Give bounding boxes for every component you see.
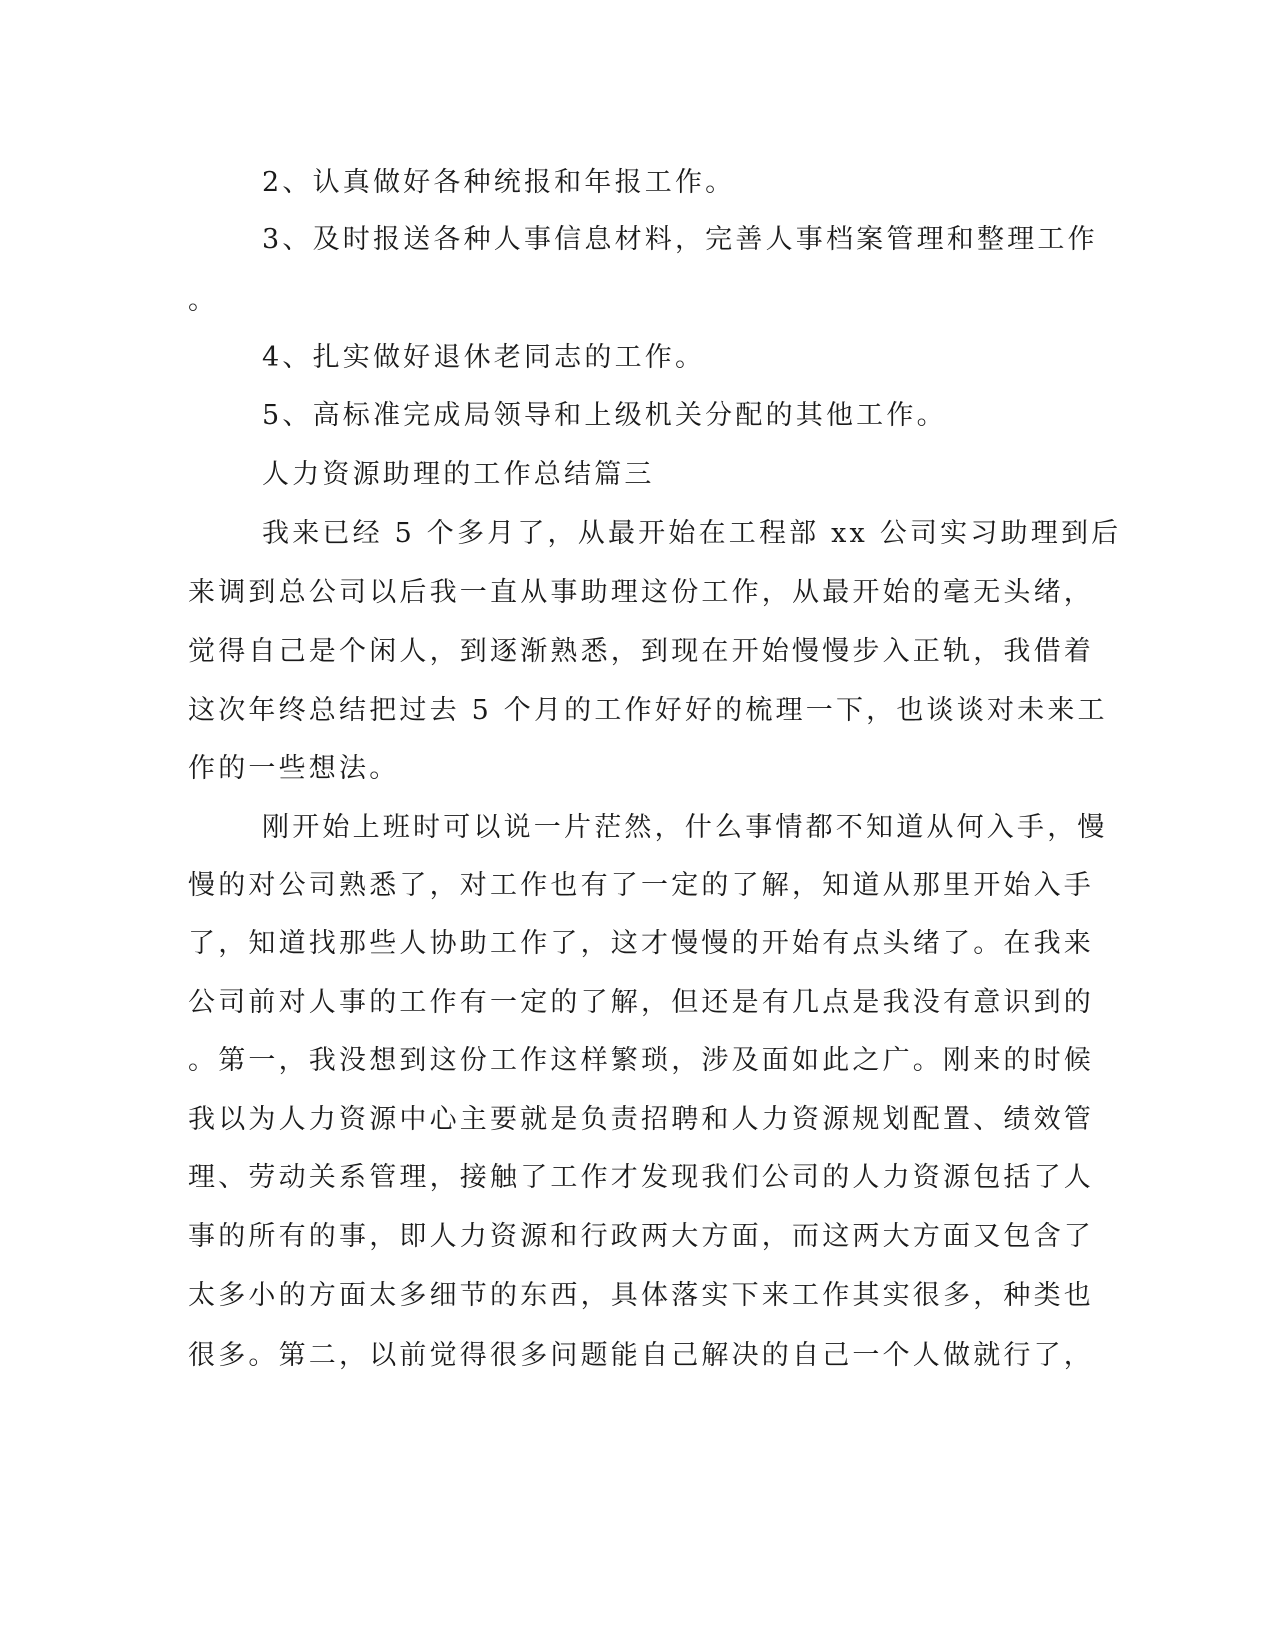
paragraph-line: 了，知道找那些人协助工作了，这才慢慢的开始有点头绪了。在我来	[188, 928, 1094, 959]
paragraph-line: 觉得自己是个闲人，到逐渐熟悉，到现在开始慢慢步入正轨，我借着	[188, 636, 1094, 667]
paragraph-line: 。第一，我没想到这份工作这样繁琐，涉及面如此之广。刚来的时候	[188, 1045, 1094, 1076]
section-heading: 人力资源助理的工作总结篇三	[262, 459, 655, 490]
paragraph-line: 很多。第二，以前觉得很多问题能自己解决的自己一个人做就行了，	[188, 1340, 1094, 1371]
paragraph-line: 公司前对人事的工作有一定的了解，但还是有几点是我没有意识到的	[188, 987, 1094, 1018]
paragraph-line: 这次年终总结把过去 5 个月的工作好好的梳理一下，也谈谈对未来工	[188, 695, 1108, 726]
paragraph-line: 太多小的方面太多细节的东西，具体落实下来工作其实很多，种类也	[188, 1280, 1094, 1311]
paragraph-line: 理、劳动关系管理，接触了工作才发现我们公司的人力资源包括了人	[188, 1162, 1094, 1193]
list-item-2: 2、认真做好各种统报和年报工作。	[262, 167, 736, 198]
paragraph-line: 来调到总公司以后我一直从事助理这份工作，从最开始的毫无头绪，	[188, 577, 1094, 608]
list-item-3: 3、及时报送各种人事信息材料，完善人事档案管理和整理工作	[262, 224, 1098, 255]
list-item-3-continuation: 。	[188, 285, 219, 316]
list-item-5: 5、高标准完成局领导和上级机关分配的其他工作。	[262, 400, 947, 431]
paragraph-line: 刚开始上班时可以说一片茫然，什么事情都不知道从何入手，慢	[262, 812, 1108, 843]
paragraph-line: 作的一些想法。	[188, 753, 400, 784]
paragraph-line: 慢的对公司熟悉了，对工作也有了一定的了解，知道从那里开始入手	[188, 870, 1094, 901]
paragraph-line: 我以为人力资源中心主要就是负责招聘和人力资源规划配置、绩效管	[188, 1104, 1094, 1135]
paragraph-line: 事的所有的事，即人力资源和行政两大方面，而这两大方面又包含了	[188, 1221, 1094, 1252]
list-item-4: 4、扎实做好退休老同志的工作。	[262, 342, 706, 373]
paragraph-line: 我来已经 5 个多月了，从最开始在工程部 xx 公司实习助理到后	[262, 518, 1122, 549]
